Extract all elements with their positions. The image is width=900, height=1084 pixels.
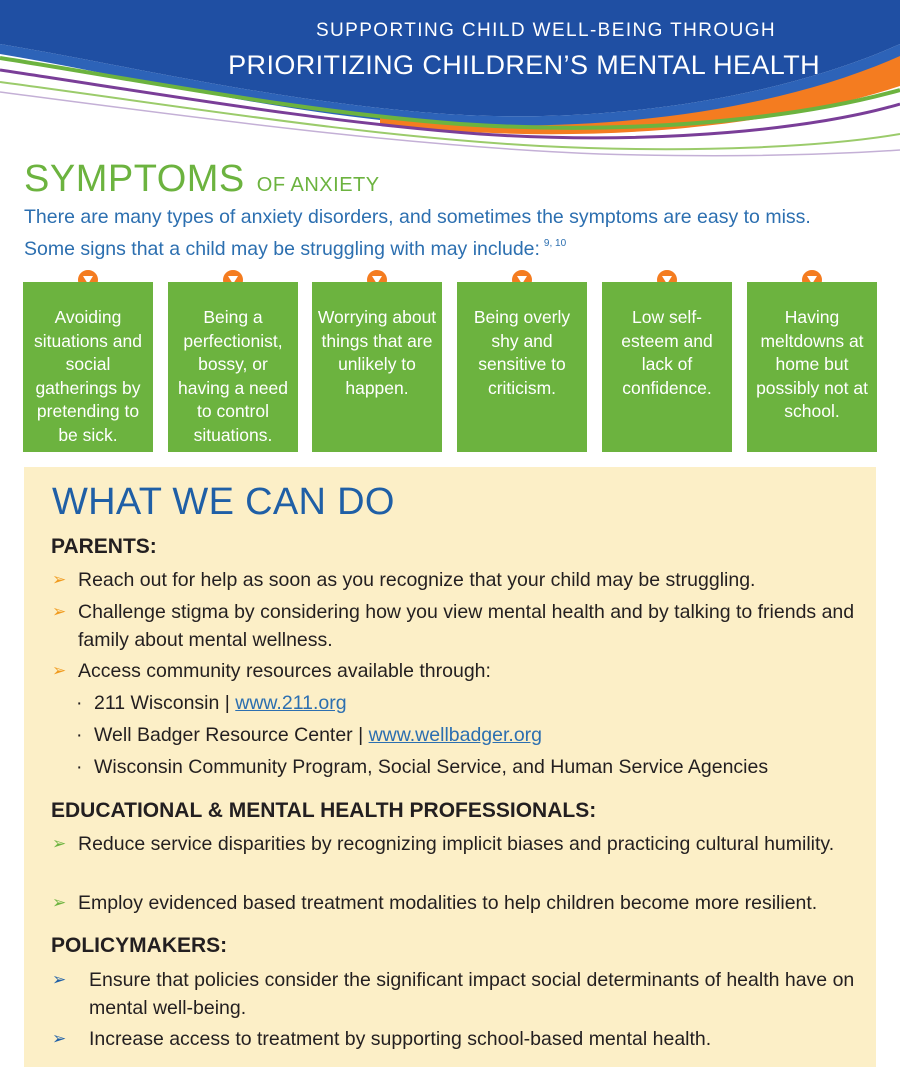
symptoms-heading [24,158,380,201]
list-item-text: Challenge stigma by considering how you view mental health and by talking to friends and family about mental wellness. [78,601,855,651]
list-item [52,830,862,858]
list-item-text: Reduce service disparities by recognizing implicit biases and practicing cultural humility. [78,833,835,855]
what-we-can-do-title: WHAT WE CAN DO [52,481,395,523]
symptom-box [602,282,732,452]
symptoms-intro-line-2 [24,238,566,261]
resource-name: 211 Wisconsin | [94,692,236,714]
symptom-box [312,282,442,452]
symptom-box [168,282,298,452]
symptom-text: Being overly shy and sensitive to criticism. [473,307,571,398]
list-item [52,966,862,1022]
banner-subtitle: SUPPORTING CHILD WELL-BEING THROUGH [315,20,776,41]
arrow-bullet-icon: ➢ [52,570,67,589]
symptom-text: Low self-esteem and lack of confidence. [621,307,713,398]
symptom-box [23,282,153,452]
list-item-text: Ensure that policies consider the significant impact social determinants of health have on mental well-being. [89,969,855,1019]
list-item-text: Increase access to treatment by supporting school-based mental health. [89,1028,712,1050]
symptom-boxes [23,268,877,452]
banner-title: PRIORITIZING CHILDREN’S MENTAL HEALTH [228,50,820,80]
symptom-text: Being a perfectionist, bossy, or having a need to control situations. [178,307,288,445]
arrow-bullet-icon: ➢ [52,970,67,989]
symptom-box [747,282,877,452]
arrow-bullet-icon: ➢ [52,893,67,912]
list-item-text: Employ evidenced based treatment modalities to help children become more resilient. [78,892,818,914]
list-item [52,1025,862,1053]
resource-name: Well Badger Resource Center | [94,724,369,746]
citation-superscript: 9, 10 [543,238,567,249]
resource-item: · 211 Wisconsin | www.211.org [76,692,347,714]
arrow-bullet-icon: ➢ [52,602,67,621]
symptoms-title: SYMPTOMS [24,158,245,200]
symptom-box [457,282,587,452]
arrow-bullet-icon: ➢ [52,1029,67,1048]
symptom-text: Worrying about things that are unlikely to happen. [317,307,437,398]
symptoms-intro-text: Some signs that a child may be struggling with may include: [24,238,540,260]
header-banner [0,0,900,160]
list-item [52,889,862,917]
list-item [52,657,862,685]
policymakers-heading: POLICYMAKERS: [51,934,228,957]
resource-link[interactable]: www.wellbadger.org [368,724,543,746]
resource-name: Wisconsin Community Program, Social Service, and Human Service Agencies [94,756,769,778]
parents-heading: PARENTS: [51,535,157,558]
list-item [52,566,862,594]
resource-link[interactable]: www.211.org [235,692,347,714]
list-item [52,598,862,654]
professionals-heading: EDUCATIONAL & MENTAL HEALTH PROFESSIONALS: [51,799,597,822]
symptom-text: Avoiding situations and social gatherings by pretending to be sick. [34,307,142,445]
arrow-bullet-icon: ➢ [52,661,67,680]
list-item-text: Access community resources available through: [78,660,491,682]
symptoms-intro-line-1: There are many types of anxiety disorders, and sometimes the symptoms are easy to miss. [24,206,811,228]
what-we-can-do-panel [24,467,876,1067]
list-item-text: Reach out for help as soon as you recognize that your child may be struggling. [78,569,756,591]
symptoms-title-suffix: OF ANXIETY [256,174,380,196]
arrow-bullet-icon: ➢ [52,834,67,853]
resource-item: · Well Badger Resource Center | www.wellbadger.org [76,724,543,746]
resource-item: · Wisconsin Community Program, Social Service, and Human Service Agencies [76,756,769,778]
symptom-text: Having meltdowns at home but possibly not at school. [756,307,868,421]
